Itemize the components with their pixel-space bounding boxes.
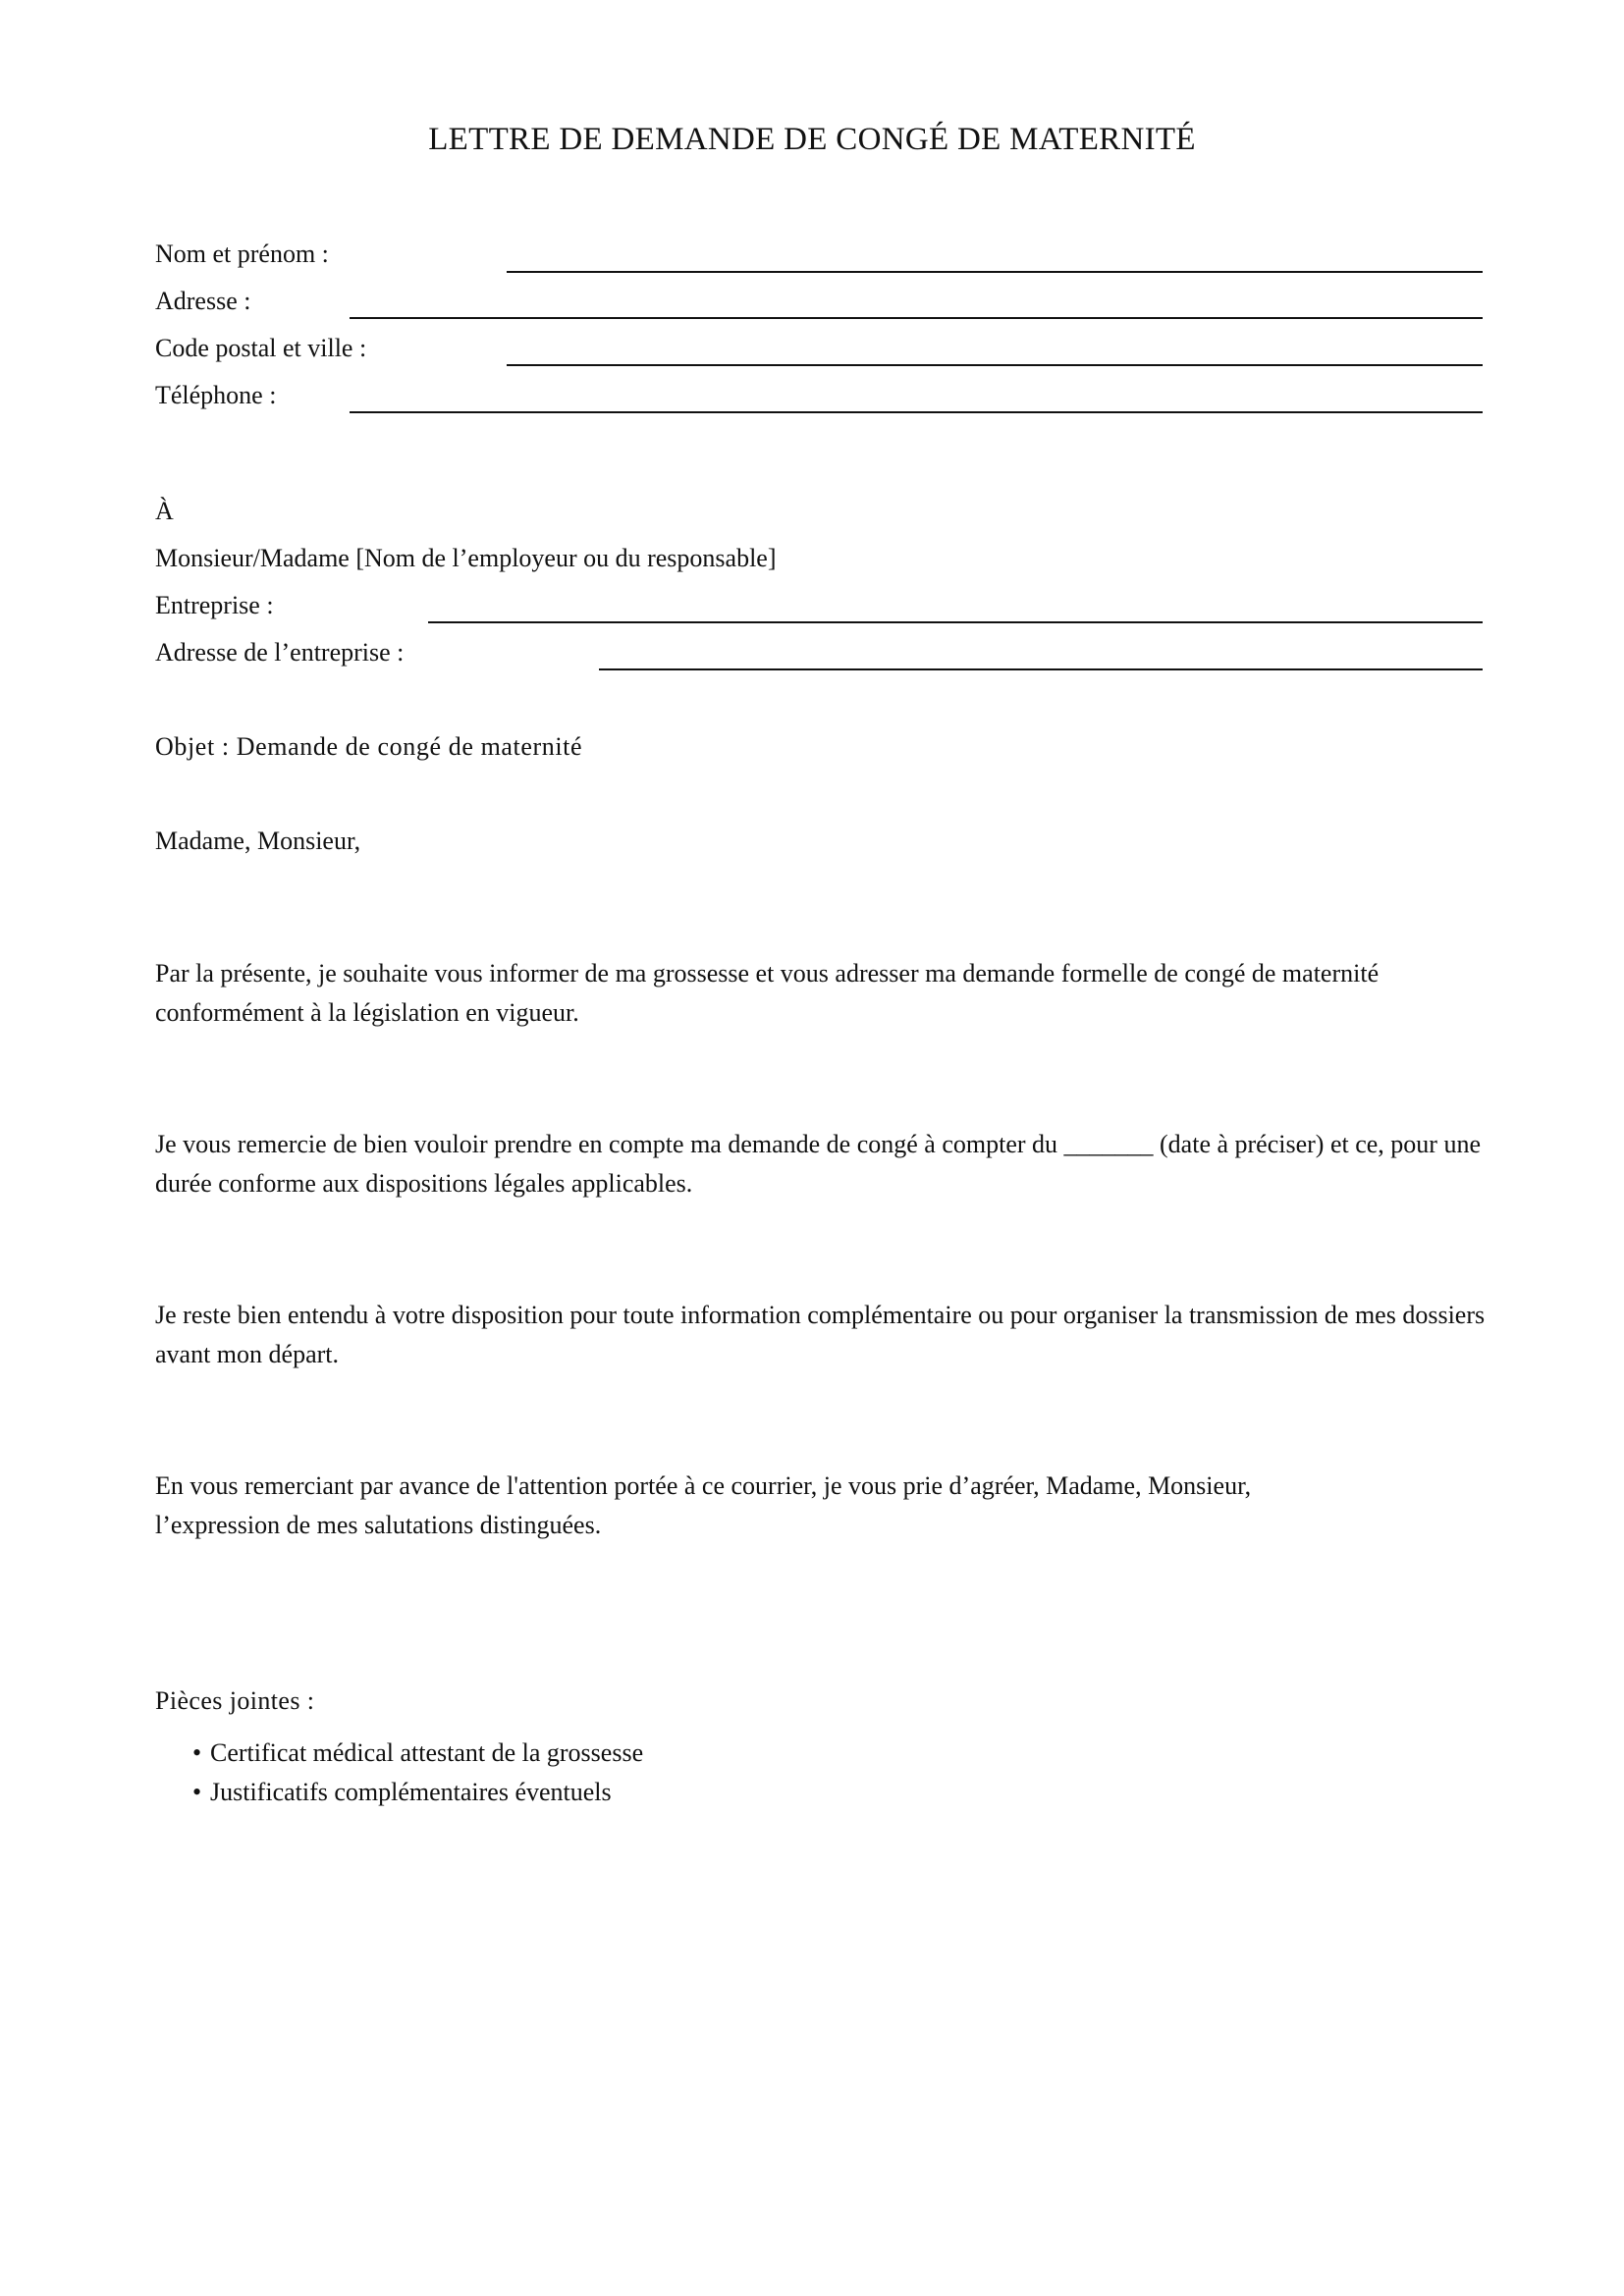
company-address-field-line[interactable] <box>599 668 1483 670</box>
attachments-label: Pièces jointes : <box>155 1686 315 1715</box>
postal-city-label: Code postal et ville : <box>155 334 367 362</box>
company-label: Entreprise : <box>155 591 274 619</box>
attachment-item <box>192 1734 643 1773</box>
attachment-item-text: Certificat médical attestant de la grossesse <box>210 1738 644 1767</box>
attachment-item-text: Justificatifs complémentaires éventuels <box>210 1778 612 1806</box>
salutation: Madame, Monsieur, <box>155 827 361 855</box>
document-title: LETTRE DE DEMANDE DE CONGÉ DE MATERNITÉ <box>428 122 1196 157</box>
address-field-line[interactable] <box>350 317 1483 319</box>
company-address-label: Adresse de l’entreprise : <box>155 638 405 667</box>
phone-label: Téléphone : <box>155 381 277 409</box>
body-paragraph-3: Je reste bien entendu à votre disposition pour toute information complémentaire ou pour organiser la transmission de mes dossiers avant mon départ. <box>155 1301 1486 1368</box>
body-paragraph-2: Je vous remercie de bien vouloir prendre en compte ma demande de congé à compter du _______ (date à préciser) et ce, pour une durée conforme aux dispositions légales applicables. <box>155 1130 1482 1198</box>
body-paragraph-1: Par la présente, je souhaite vous informer de ma grossesse et vous adresser ma demande formelle de congé de maternité conformément à la législation en vigueur. <box>155 959 1380 1027</box>
body-paragraph-4: En vous remerciant par avance de l'attention portée à ce courrier, je vous prie d’agréer, Madame, Monsieur, l’expression de mes salutations distinguées. <box>155 1471 1252 1539</box>
company-field-line[interactable] <box>428 621 1483 623</box>
subject-line: Objet : Demande de congé de maternité <box>155 732 583 761</box>
address-label: Adresse : <box>155 287 251 315</box>
name-field-line[interactable] <box>507 271 1483 273</box>
recipient-to: À <box>155 497 174 525</box>
attachment-item <box>192 1773 643 1812</box>
attachments-list <box>192 1734 643 1812</box>
name-label: Nom et prénom : <box>155 240 329 268</box>
phone-field-line[interactable] <box>350 411 1483 413</box>
postal-city-field-line[interactable] <box>507 364 1483 366</box>
recipient-addressee: Monsieur/Madame [Nom de l’employeur ou du responsable] <box>155 544 777 572</box>
